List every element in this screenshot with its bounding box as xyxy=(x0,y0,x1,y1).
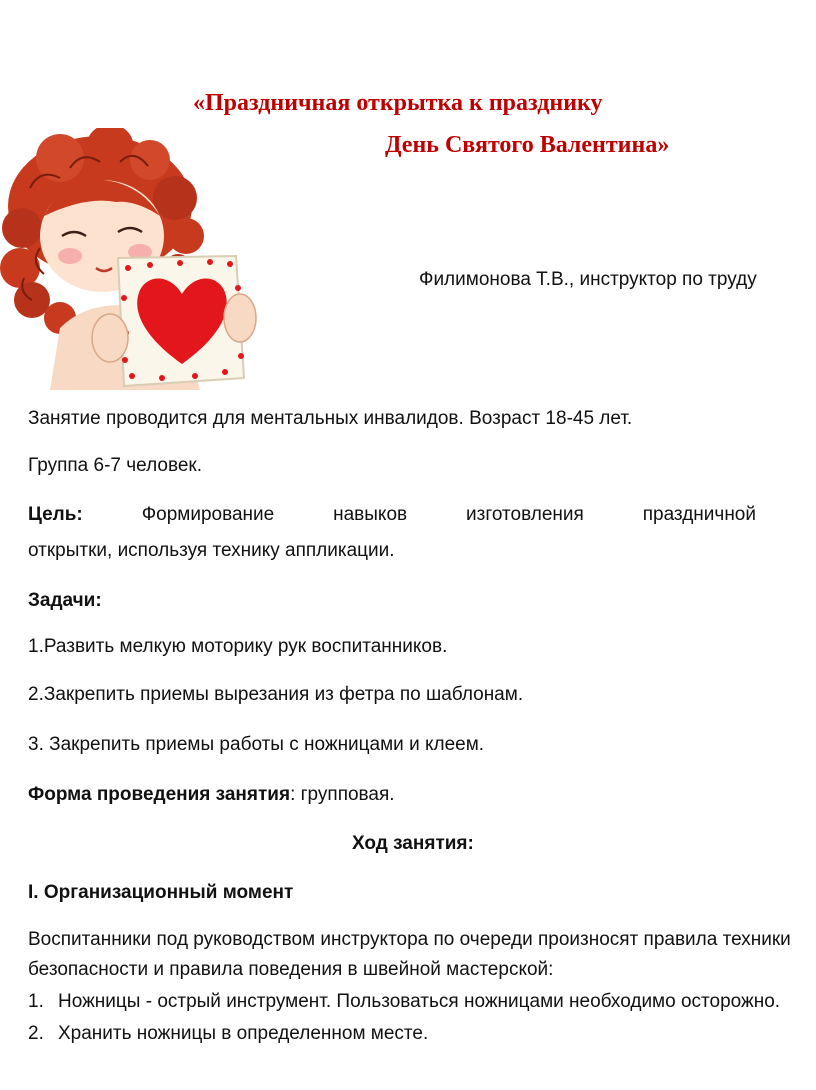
section-paragraph: Воспитанники под руководством инструктора по очереди произносят правила техники безопасности и правила поведения в швейной мастерской: xyxy=(28,929,791,980)
right-hand xyxy=(224,294,256,342)
rule-item xyxy=(28,1019,816,1049)
title-line-2: День Святого Валентина» xyxy=(385,132,670,158)
author-line: Филимонова Т.В., инструктор по труду xyxy=(419,269,757,290)
title-line-1: «Праздничная открытка к празднику xyxy=(193,90,603,116)
girl-with-heart-card-illustration xyxy=(0,128,262,390)
tasks-heading: Задачи: xyxy=(28,590,102,611)
form-value: : групповая. xyxy=(290,784,395,805)
rule-number: 1. xyxy=(28,991,44,1012)
goal-word: Формирование xyxy=(141,504,275,525)
left-hand xyxy=(92,314,128,362)
task-item: 1.Развить мелкую моторику рук воспитанников. xyxy=(28,636,448,657)
rule-text: Хранить ножницы в определенном месте. xyxy=(58,1023,429,1044)
task-item: 2.Закрепить приемы вырезания из фетра по шаблонам. xyxy=(28,684,524,705)
goal-continuation: открытки, используя технику аппликации. xyxy=(28,540,395,561)
rule-number: 2. xyxy=(28,1023,44,1044)
goal-word: изготовления xyxy=(466,504,584,525)
lesson-heading: Ход занятия: xyxy=(352,833,474,854)
form-label: Форма проведения занятия xyxy=(28,784,291,805)
goal-row xyxy=(28,505,756,524)
rule-text: Ножницы - острый инструмент. Пользоваться ножницами необходимо осторожно. xyxy=(58,991,781,1012)
goal-word: навыков xyxy=(333,504,408,525)
goal-word: праздничной xyxy=(642,504,756,525)
intro-line-1: Занятие проводится для ментальных инвалидов. Возраст 18-45 лет. xyxy=(28,408,633,429)
goal-label: Цель: xyxy=(28,504,83,525)
section-heading: I. Организационный момент xyxy=(28,882,294,903)
rules-list xyxy=(28,987,816,1051)
task-item: 3. Закрепить приемы работы с ножницами и клеем. xyxy=(28,734,485,755)
rule-item xyxy=(28,987,816,1017)
intro-line-2: Группа 6-7 человек. xyxy=(28,455,202,476)
form-line xyxy=(28,785,395,804)
